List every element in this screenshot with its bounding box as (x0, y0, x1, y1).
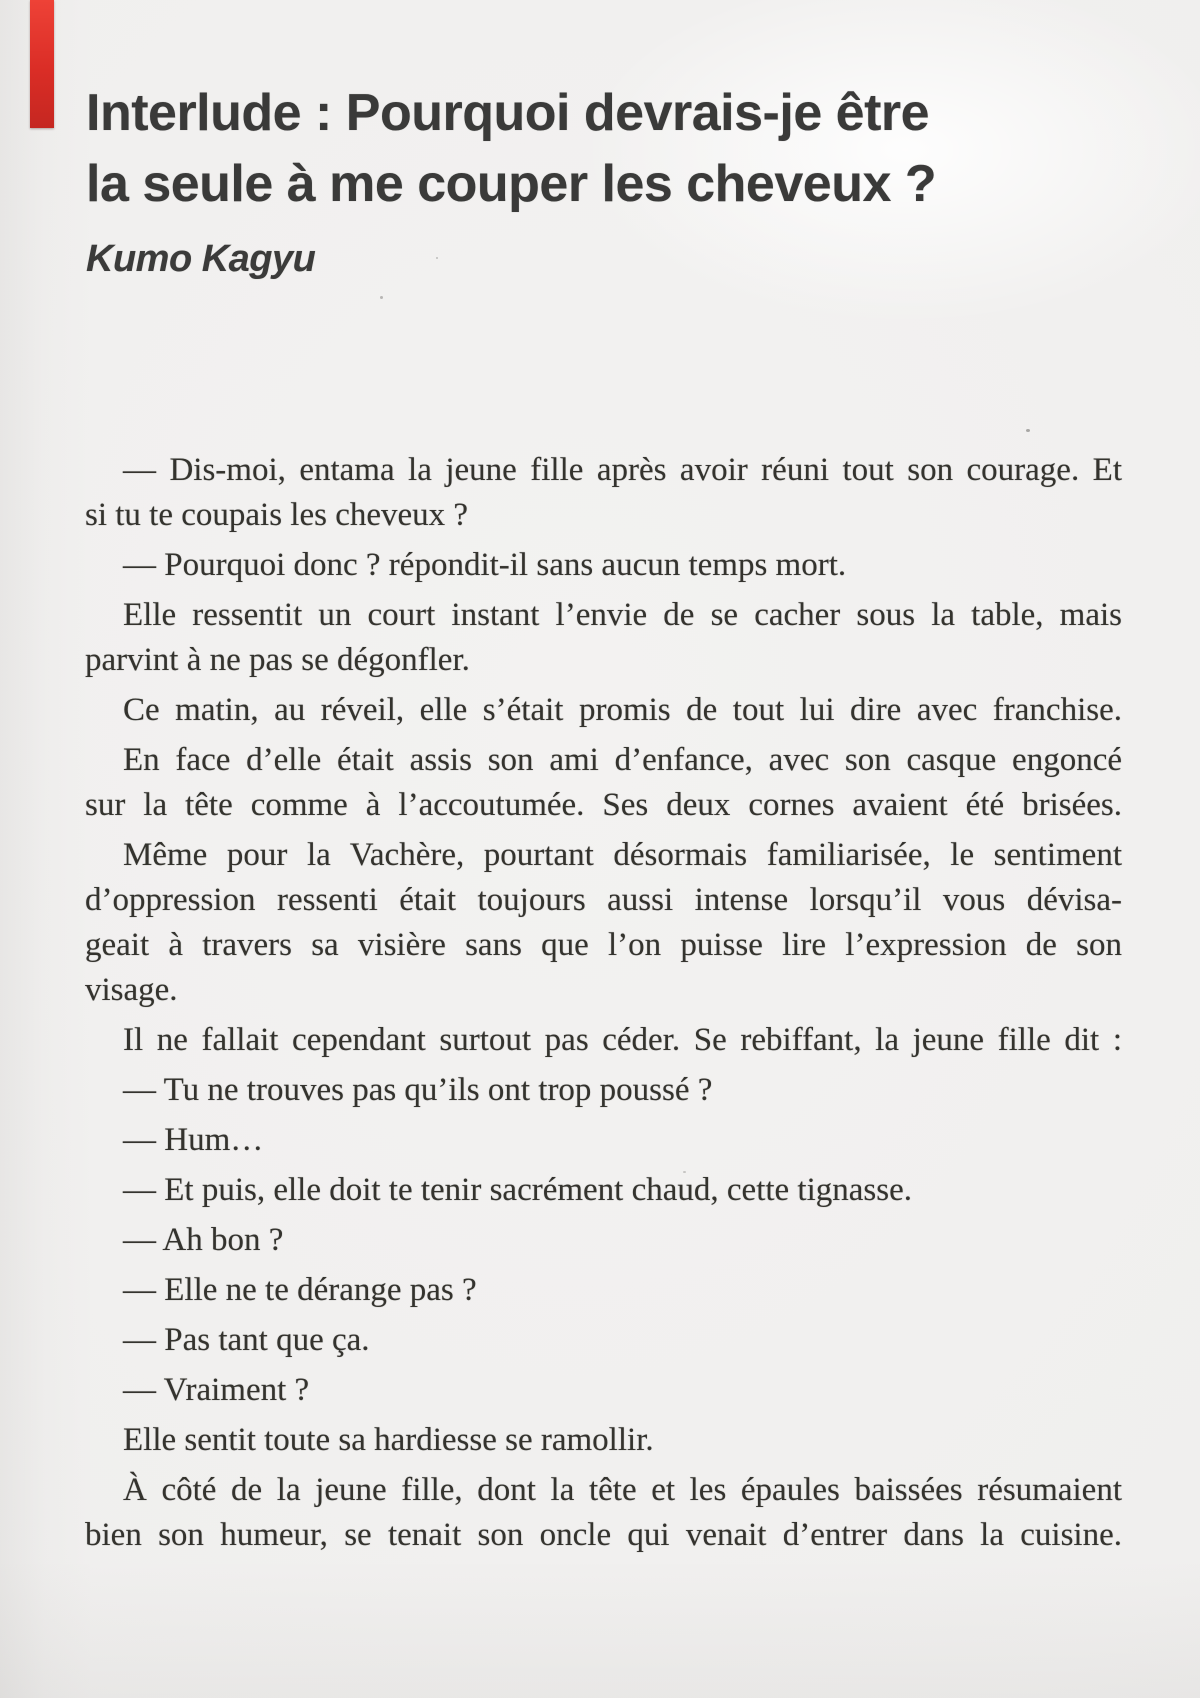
red-ribbon-bookmark (30, 0, 54, 128)
text-line: geait à travers sa visière sans que l’on puisse lire l’expression de son (85, 927, 1122, 963)
paragraph (85, 1118, 1122, 1163)
text-line: — Hum… (123, 1122, 264, 1158)
text-line: — Elle ne te dérange pas ? (123, 1272, 477, 1308)
paragraph (85, 688, 1122, 733)
paragraph (85, 738, 1122, 828)
paragraph (85, 448, 1122, 538)
text-line: — Tu ne trouves pas qu’ils ont trop poussé ? (123, 1072, 713, 1108)
text-line: — Ah bon ? (123, 1222, 284, 1258)
paragraph (85, 833, 1122, 1013)
paragraph (85, 1268, 1122, 1313)
paragraph (85, 593, 1122, 683)
scan-speck (1026, 429, 1030, 432)
paragraph (85, 1068, 1122, 1113)
text-line: sur la tête comme à l’accoutumée. Ses deux cornes avaient été brisées. (85, 787, 1122, 823)
chapter-title-line-1: Interlude : Pourquoi devrais-je être (86, 84, 930, 142)
text-line: — Dis-moi, entama la jeune fille après avoir réuni tout son courage. Et (123, 452, 1122, 488)
paragraph (85, 543, 1122, 588)
text-line: En face d’elle était assis son ami d’enfance, avec son casque engoncé (123, 742, 1122, 778)
text-line: Il ne fallait cependant surtout pas céder. Se rebiffant, la jeune fille dit : (123, 1022, 1122, 1058)
text-line: Elle sentit toute sa hardiesse se ramollir. (123, 1422, 654, 1458)
text-line: — Pas tant que ça. (123, 1322, 370, 1358)
paragraph (85, 1218, 1122, 1263)
paragraph (85, 1018, 1122, 1063)
text-line: bien son humeur, se tenait son oncle qui venait d’entrer dans la cuisine. (85, 1517, 1122, 1553)
text-line: — Pourquoi donc ? répondit-il sans aucun temps mort. (123, 547, 847, 583)
paragraph (85, 1168, 1122, 1213)
text-line: Elle ressentit un court instant l’envie de se cacher sous la table, mais (123, 597, 1122, 633)
scan-speck (380, 296, 383, 299)
text-line: À côté de la jeune fille, dont la tête et les épaules baissées résumaient (123, 1472, 1122, 1508)
scan-speck (436, 257, 438, 259)
paragraph (85, 1318, 1122, 1363)
paragraph (85, 1368, 1122, 1413)
text-line: si tu te coupais les cheveux ? (85, 497, 469, 533)
text-line: — Et puis, elle doit te tenir sacrément chaud, cette tignasse. (123, 1172, 912, 1208)
paragraph (85, 1418, 1122, 1463)
author-name: Kumo Kagyu (86, 238, 316, 280)
text-line: Ce matin, au réveil, elle s’était promis de tout lui dire avec franchise. (123, 692, 1122, 728)
text-line: — Vraiment ? (123, 1372, 310, 1408)
text-line: d’oppression ressenti était toujours aussi intense lorsqu’il vous dévisa- (85, 882, 1122, 918)
paragraph (85, 1468, 1122, 1558)
scan-speck (683, 1171, 686, 1173)
text-line: Même pour la Vachère, pourtant désormais familiarisée, le sentiment (123, 837, 1122, 873)
text-line: visage. (85, 972, 178, 1008)
body-text (85, 448, 1122, 1563)
chapter-header (86, 78, 936, 283)
text-line: parvint à ne pas se dégonfler. (85, 642, 470, 678)
chapter-title-line-2: la seule à me couper les cheveux ? (86, 155, 937, 213)
